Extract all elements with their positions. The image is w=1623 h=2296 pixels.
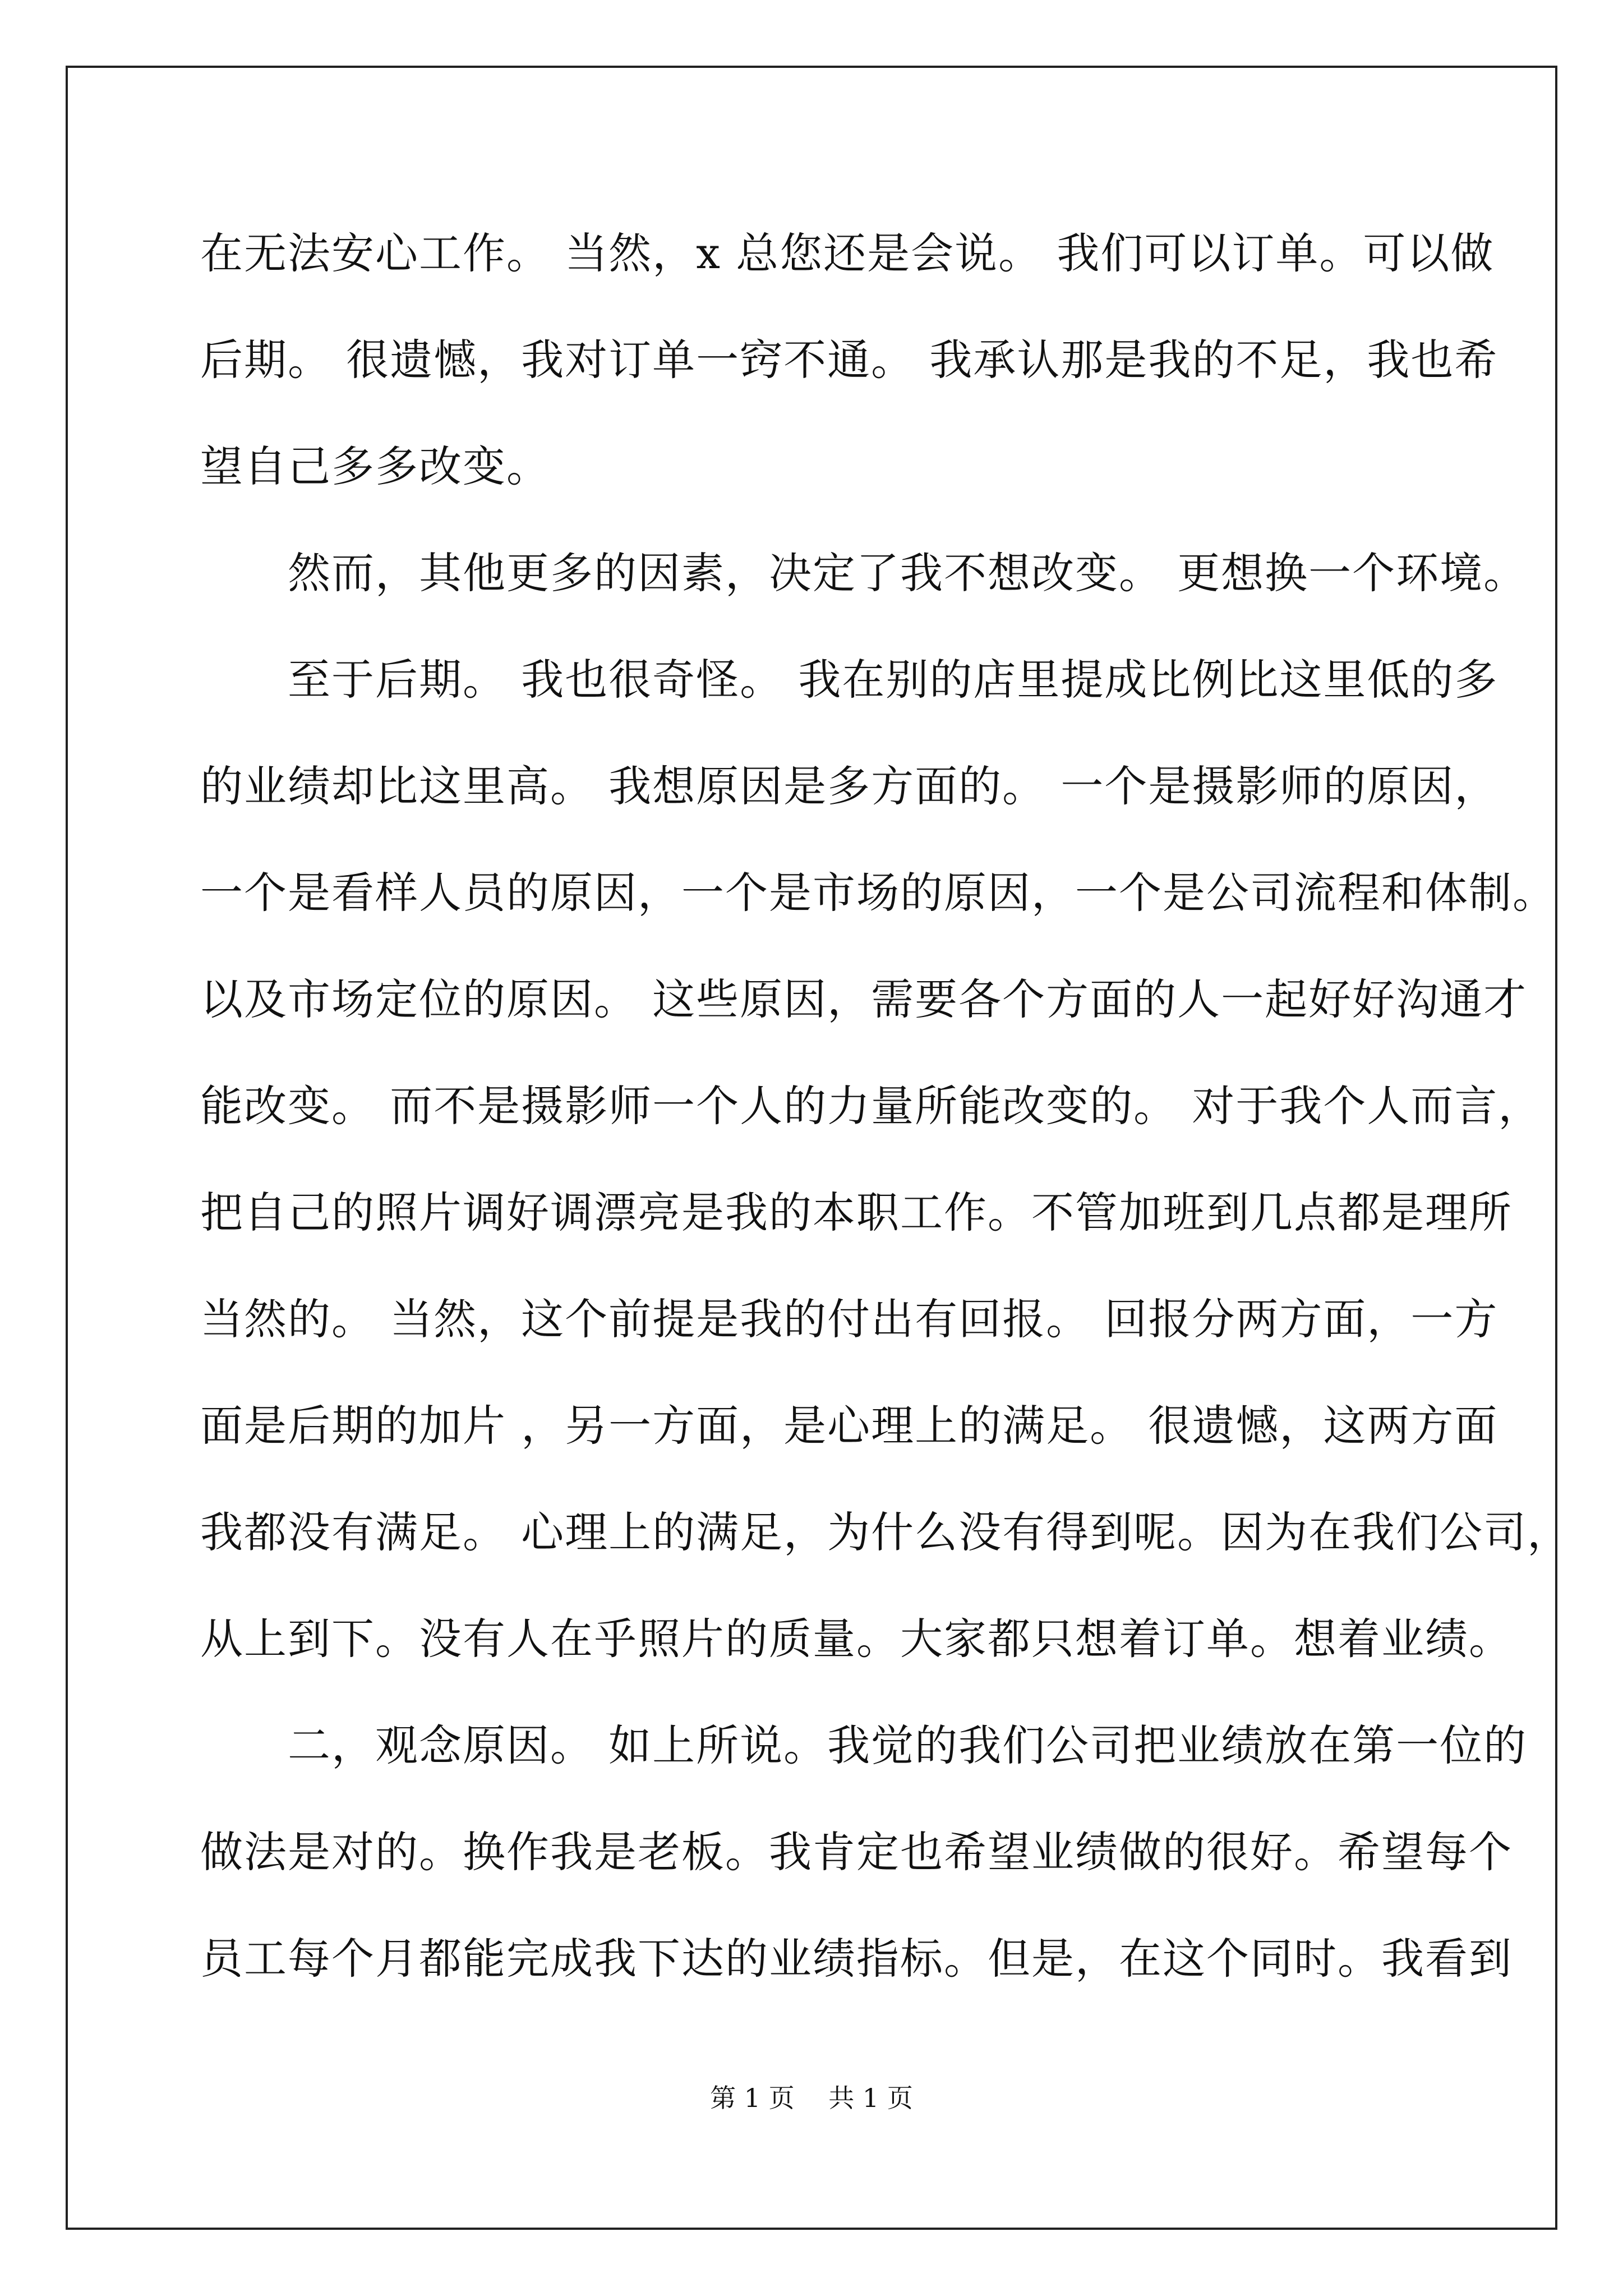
text-line: 从上到下。没有人在乎照片的质量。大家都只想着订单。想着业绩。 — [200, 1614, 1513, 1664]
text-line: 的业绩却比这里高。 我想原因是多方面的。 一个是摄影师的原因， — [200, 761, 1498, 811]
text-line: 当然的。 当然，这个前提是我的付出有回报。 回报分两方面，一方 — [200, 1294, 1498, 1344]
page-number-footer: 第 1 页 共 1 页 — [710, 2083, 913, 2113]
text-line: 员工每个月都能完成我下达的业绩指标。但是，在这个同时。我看到 — [200, 1934, 1513, 1984]
text-line: 二，观念原因。 如上所说。我觉的我们公司把业绩放在第一位的 — [200, 1720, 1528, 1770]
text-line: 至于后期。 我也很奇怪。 我在别的店里提成比例比这里低的多 — [200, 655, 1498, 705]
text-line: 面是后期的加片 ，另一方面，是心理上的满足。 很遗憾，这两方面 — [200, 1401, 1498, 1451]
text-line: 把自己的照片调好调漂亮是我的本职工作。不管加班到几点都是理所 — [200, 1188, 1513, 1237]
text-line: 然而，其他更多的因素，决定了我不想改变。 更想换一个环境。 — [200, 548, 1528, 598]
text-line: 望自己多多改变。 — [200, 441, 550, 491]
page-border — [66, 66, 1557, 2230]
text-line: 我都没有满足。 心理上的满足，为什么没有得到呢。因为在我们公司， — [200, 1507, 1571, 1557]
text-line: 能改变。 而不是摄影师一个人的力量所能改变的。 对于我个人而言， — [200, 1081, 1542, 1131]
text-line: 做法是对的。换作我是老板。我肯定也希望业绩做的很好。希望每个 — [200, 1827, 1513, 1877]
text-line: 一个是看样人员的原因，一个是市场的原因，一个是公司流程和体制。 — [200, 868, 1556, 918]
text-line: 以及市场定位的原因。 这些原因，需要各个方面的人一起好好沟通才 — [200, 974, 1528, 1024]
text-line: 在无法安心工作。 当然，x 总您还是会说。 我们可以订单。可以做 — [200, 228, 1495, 278]
text-line: 后期。 很遗憾，我对订单一窍不通。 我承认那是我的不足，我也希 — [200, 335, 1498, 385]
